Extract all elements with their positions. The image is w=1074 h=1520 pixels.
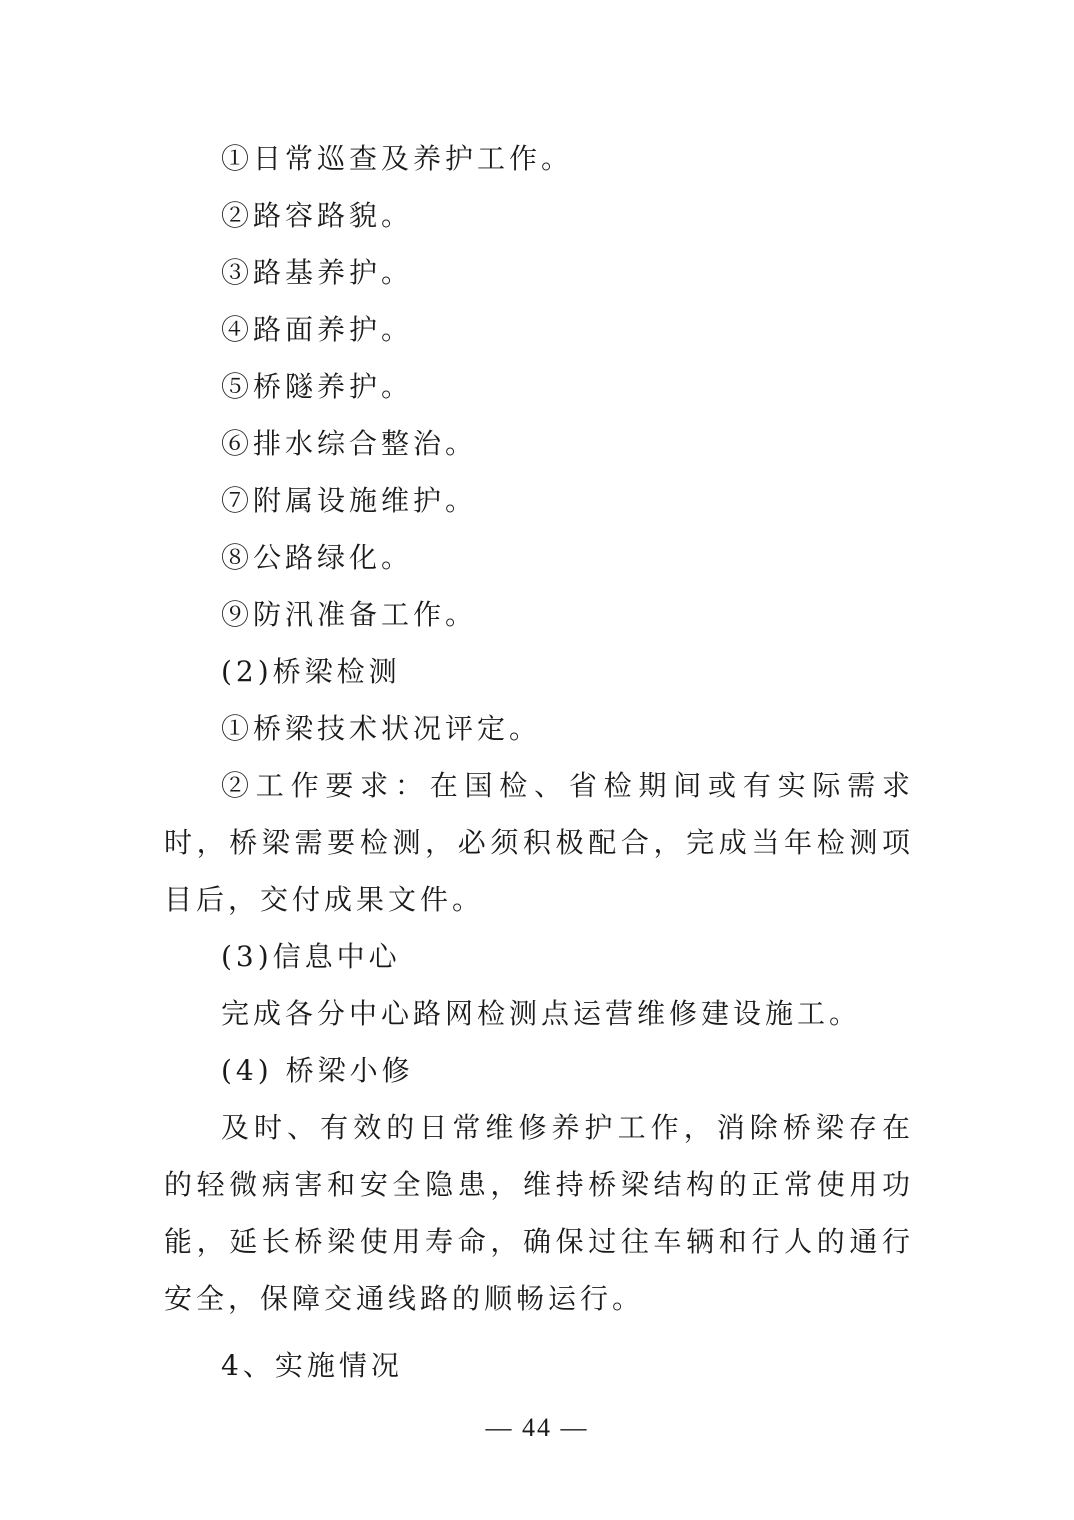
list-item-drainage-remediation: ⑥排水综合整治。 — [221, 427, 478, 460]
list-item-road-appearance: ②路容路貌。 — [221, 199, 414, 232]
list-item-pavement-maintenance: ④路面养护。 — [221, 313, 414, 346]
section-heading-implementation: 4、实施情况 — [221, 1349, 403, 1382]
list-item-daily-patrol: ①日常巡查及养护工作。 — [221, 142, 574, 175]
list-item-bridge-rating: ①桥梁技术状况评定。 — [221, 712, 542, 745]
section-heading-bridge-inspection: (2)桥梁检测 — [221, 655, 401, 688]
list-item-facility-maintenance: ⑦附属设施维护。 — [221, 484, 478, 517]
paragraph-work-requirement: ②工作要求：在国检、省检期间或有实际需求时，桥梁需要检测，必须积极配合，完成当年检测项目后，交付成果文件。 — [164, 769, 914, 916]
section-heading-bridge-repair: (4) 桥梁小修 — [221, 1054, 414, 1087]
list-item-road-greening: ⑧公路绿化。 — [221, 541, 414, 574]
info-center-text: 完成各分中心路网检测点运营维修建设施工。 — [221, 997, 862, 1030]
section-heading-info-center: (3)信息中心 — [221, 940, 401, 973]
document-body — [164, 130, 914, 1394]
list-item-flood-prevention: ⑨防汛准备工作。 — [221, 598, 478, 631]
list-item-subgrade-maintenance: ③路基养护。 — [221, 256, 414, 289]
paragraph-bridge-repair: 及时、有效的日常维修养护工作，消除桥梁存在的轻微病害和安全隐患，维持桥梁结构的正常使用功能，延长桥梁使用寿命，确保过往车辆和行人的通行安全，保障交通线路的顺畅运行。 — [164, 1111, 914, 1315]
list-item-bridge-tunnel-maintenance: ⑤桥隧养护。 — [221, 370, 414, 403]
page-number: — 44 — — [485, 1413, 589, 1442]
